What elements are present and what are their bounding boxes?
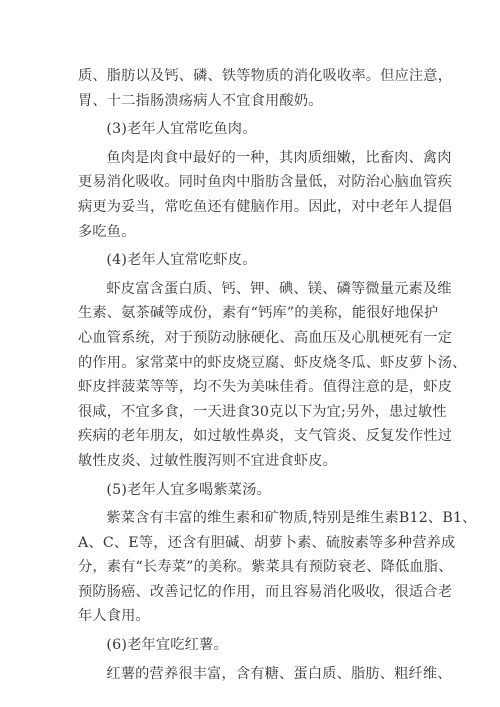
text-line: (6)老年宜吃红薯。 [106,637,228,654]
text-line: 虾皮拌菠菜等等，均不失为美味佳肴。值得注意的是，虾皮 [78,379,453,396]
section-heading [78,248,430,273]
text-line: 红薯的营养很丰富，含有糖、蛋白质、脂肪、粗纤维、 [106,665,452,682]
text-line: 分，素有“长寿菜”的美称。紫菜具有预防衰老、降低血脂、 [78,559,453,576]
text-line: 生素、氨茶碱等成份，素有“钙库”的美称，能很好地保护 [78,305,439,322]
text-line: 的作用。家常菜中的虾皮烧豆腐、虾皮烧冬瓜、虾皮萝卜汤、 [78,354,467,371]
document-body [78,64,477,690]
text-line: 心血管系统，对于预防动脉硬化、高血压及心肌梗死有一定 [78,329,453,346]
text-line: 胃、十二指肠溃疡病人不宜食用酸奶。 [78,92,323,109]
text-line: 病更为妥当，常吃鱼还有健脑作用。因此，对中老年人提倡 [78,198,453,215]
text-line: (4)老年人宜常吃虾皮。 [106,252,257,269]
body-paragraph [78,506,477,629]
section-heading [78,633,430,658]
text-line: (5)老年人宜多喝紫菜汤。 [106,481,271,498]
text-line: 敏性皮炎、过敏性腹泻则不宜进食虾皮。 [78,452,337,469]
text-line: 多吃鱼。 [78,223,136,240]
continued-paragraph [78,64,453,113]
text-line: 更易消化吸收。同时鱼肉中脂肪含量低，对防治心脑血管疾 [78,174,453,191]
text-line: 虾皮富含蛋白质、钙、钾、碘、镁、磷等微量元素及维 [106,280,452,297]
text-line: (3)老年人宜常吃鱼肉。 [106,121,257,138]
body-paragraph [78,662,452,687]
text-line: 年人食用。 [78,608,150,625]
text-line: 鱼肉是肉食中最好的一种，其肉质细嫩，比畜肉、禽肉 [106,149,452,166]
text-line: 紫菜含有丰富的维生素和矿物质,特别是维生素B12、B1、 [106,510,477,527]
body-paragraph [78,146,453,244]
section-heading [78,478,430,503]
text-line: A、C、E等，还含有胆碱、胡萝卜素、硫胺素等多种营养成 [78,534,456,551]
body-paragraph [78,277,467,474]
text-line: 疾病的老年朋友，如过敏性鼻炎，支气管炎、反复发作性过 [78,428,453,445]
text-line: 很咸，不宜多食，一天进食30克以下为宜;另外，患过敏性 [78,403,447,420]
section-heading [78,117,430,142]
text-line: 质、脂肪以及钙、磷、铁等物质的消化吸收率。但应注意， [78,68,453,84]
text-line: 预防肠癌、改善记忆的作用，而且容易消化吸收，很适合老 [78,583,453,600]
